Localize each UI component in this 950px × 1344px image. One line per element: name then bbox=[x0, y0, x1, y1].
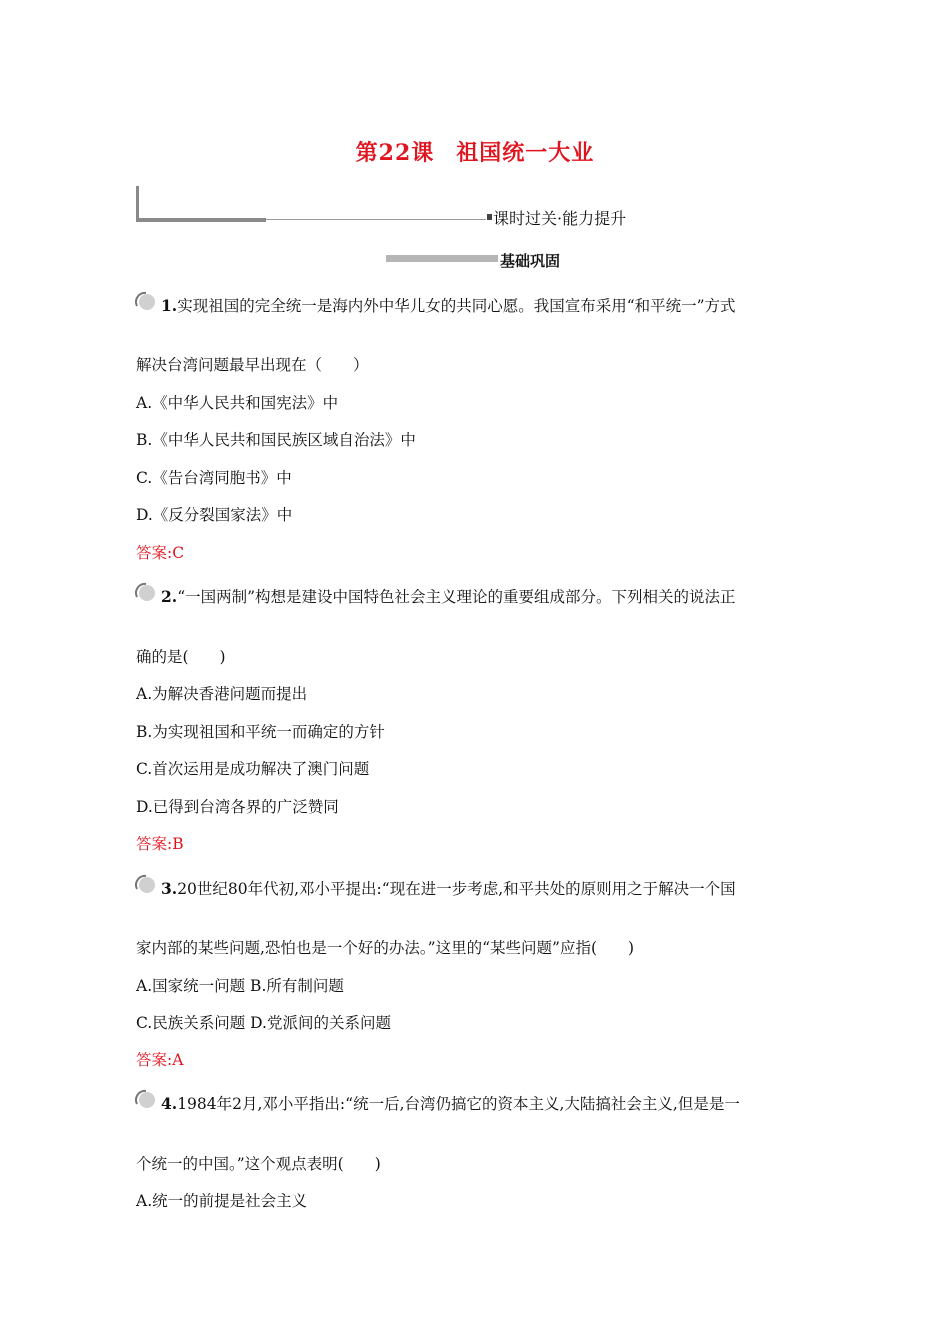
question-3-answer: 答案:A bbox=[136, 1051, 184, 1069]
question-4-stem bbox=[161, 1092, 740, 1114]
question-2-option-d: D.已得到台湾各界的广泛赞同 bbox=[136, 798, 339, 816]
question-3-options-cd: C.民族关系问题 D.党派间的关系问题 bbox=[136, 1014, 391, 1032]
question-4-stem-continued: 个统一的中国。”这个观点表明( ) bbox=[136, 1155, 381, 1173]
question-1-option-a: A.《中华人民共和国宪法》中 bbox=[136, 394, 339, 412]
section-bracket-vertical bbox=[136, 186, 139, 222]
question-marker-icon bbox=[134, 1088, 156, 1110]
question-3-options-ab: A.国家统一问题 B.所有制问题 bbox=[136, 977, 344, 995]
question-1-option-d: D.《反分裂国家法》中 bbox=[136, 506, 293, 524]
question-1-option-b: B.《中华人民共和国民族区域自治法》中 bbox=[136, 431, 416, 449]
question-marker-icon bbox=[134, 581, 156, 603]
subsection-bar bbox=[386, 255, 498, 262]
lesson-number: 第22课 bbox=[355, 140, 435, 166]
subsection-label: 基础巩固 bbox=[500, 252, 561, 270]
question-2-stem-continued: 确的是( ) bbox=[136, 648, 226, 666]
question-text: “一国两制”构想是建设中国特色社会主义理论的重要组成部分。下列相关的说法正 bbox=[177, 588, 736, 606]
section-bullet-icon bbox=[487, 214, 492, 220]
question-marker-icon bbox=[134, 873, 156, 895]
question-number: 4. bbox=[161, 1094, 178, 1113]
question-number: 1. bbox=[161, 296, 178, 315]
lesson-name: 祖国统一大业 bbox=[456, 140, 595, 166]
question-3-stem-continued: 家内部的某些问题,恐怕也是一个好的办法。”这里的“某些问题”应指( ) bbox=[136, 939, 635, 957]
question-number: 2. bbox=[161, 587, 178, 606]
question-text: 实现祖国的完全统一是海内外中华儿女的共同心愿。我国宣布采用“和平统一”方式 bbox=[177, 297, 736, 315]
question-marker-icon bbox=[134, 290, 156, 312]
question-number: 3. bbox=[161, 879, 178, 898]
question-1-option-c: C.《告台湾同胞书》中 bbox=[136, 469, 292, 487]
question-1-answer: 答案:C bbox=[136, 544, 185, 562]
section-label: 课时过关·能力提升 bbox=[493, 209, 627, 228]
question-2-option-b: B.为实现祖国和平统一而确定的方针 bbox=[136, 723, 385, 741]
question-3-stem bbox=[161, 877, 736, 899]
question-2-option-c: C.首次运用是成功解决了澳门问题 bbox=[136, 760, 370, 778]
lesson-title bbox=[0, 136, 950, 167]
question-text: 20世纪80年代初,邓小平提出:“现在进一步考虑,和平共处的原则用之于解决一个国 bbox=[177, 880, 736, 898]
section-divider-line bbox=[266, 219, 486, 220]
question-text: 1984年2月,邓小平指出:“统一后,台湾仍搞它的资本主义,大陆搞社会主义,但是是一 bbox=[177, 1095, 740, 1113]
question-4-option-a: A.统一的前提是社会主义 bbox=[136, 1192, 308, 1210]
question-1-stem bbox=[161, 294, 736, 316]
question-2-answer: 答案:B bbox=[136, 835, 184, 853]
question-1-stem-continued: 解决台湾问题最早出现在（ ） bbox=[136, 356, 369, 374]
question-2-stem bbox=[161, 585, 736, 607]
question-2-option-a: A.为解决香港问题而提出 bbox=[136, 685, 308, 703]
section-bracket-horizontal bbox=[136, 218, 266, 222]
